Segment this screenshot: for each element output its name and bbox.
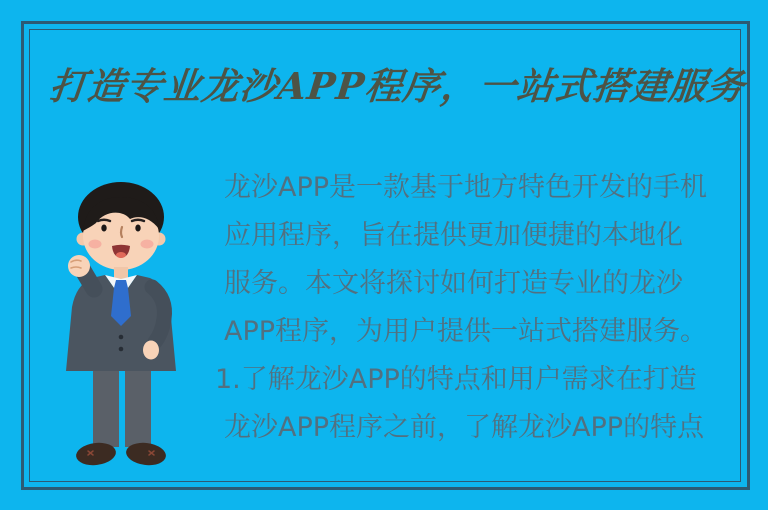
pant-leg-right bbox=[125, 371, 151, 447]
page-title: 打造专业龙沙APP程序，一站式搭建服务 bbox=[47, 64, 748, 108]
article-line: 服务。本文将探讨如何打造专业的龙沙 bbox=[224, 268, 683, 299]
jacket-button bbox=[119, 347, 124, 352]
article-line: APP程序，为用户提供一站式搭建服务。 bbox=[224, 316, 708, 347]
hip-hand bbox=[143, 341, 159, 360]
article-text bbox=[213, 163, 753, 451]
jacket-button bbox=[119, 335, 124, 340]
businessman-illustration-svg bbox=[52, 165, 192, 473]
eye-left bbox=[101, 225, 106, 232]
blush-right bbox=[141, 240, 154, 249]
article-line: 1.了解龙沙APP的特点和用户需求在打造 bbox=[215, 364, 697, 395]
raised-fist bbox=[68, 255, 90, 277]
pant-leg-left bbox=[93, 371, 119, 447]
article-line: 应用程序，旨在提供更加便捷的本地化 bbox=[224, 220, 683, 251]
article-line: 龙沙APP是一款基于地方特色开发的手机 bbox=[224, 172, 708, 203]
eyebrow-left bbox=[98, 220, 110, 221]
nose bbox=[121, 227, 122, 237]
eye-right bbox=[135, 225, 140, 232]
businessman-illustration bbox=[52, 165, 192, 473]
blush-left bbox=[89, 240, 102, 249]
tongue bbox=[116, 252, 126, 258]
eyebrow-right bbox=[132, 220, 144, 221]
article-line: 龙沙APP程序之前，了解龙沙APP的特点 bbox=[224, 412, 705, 443]
